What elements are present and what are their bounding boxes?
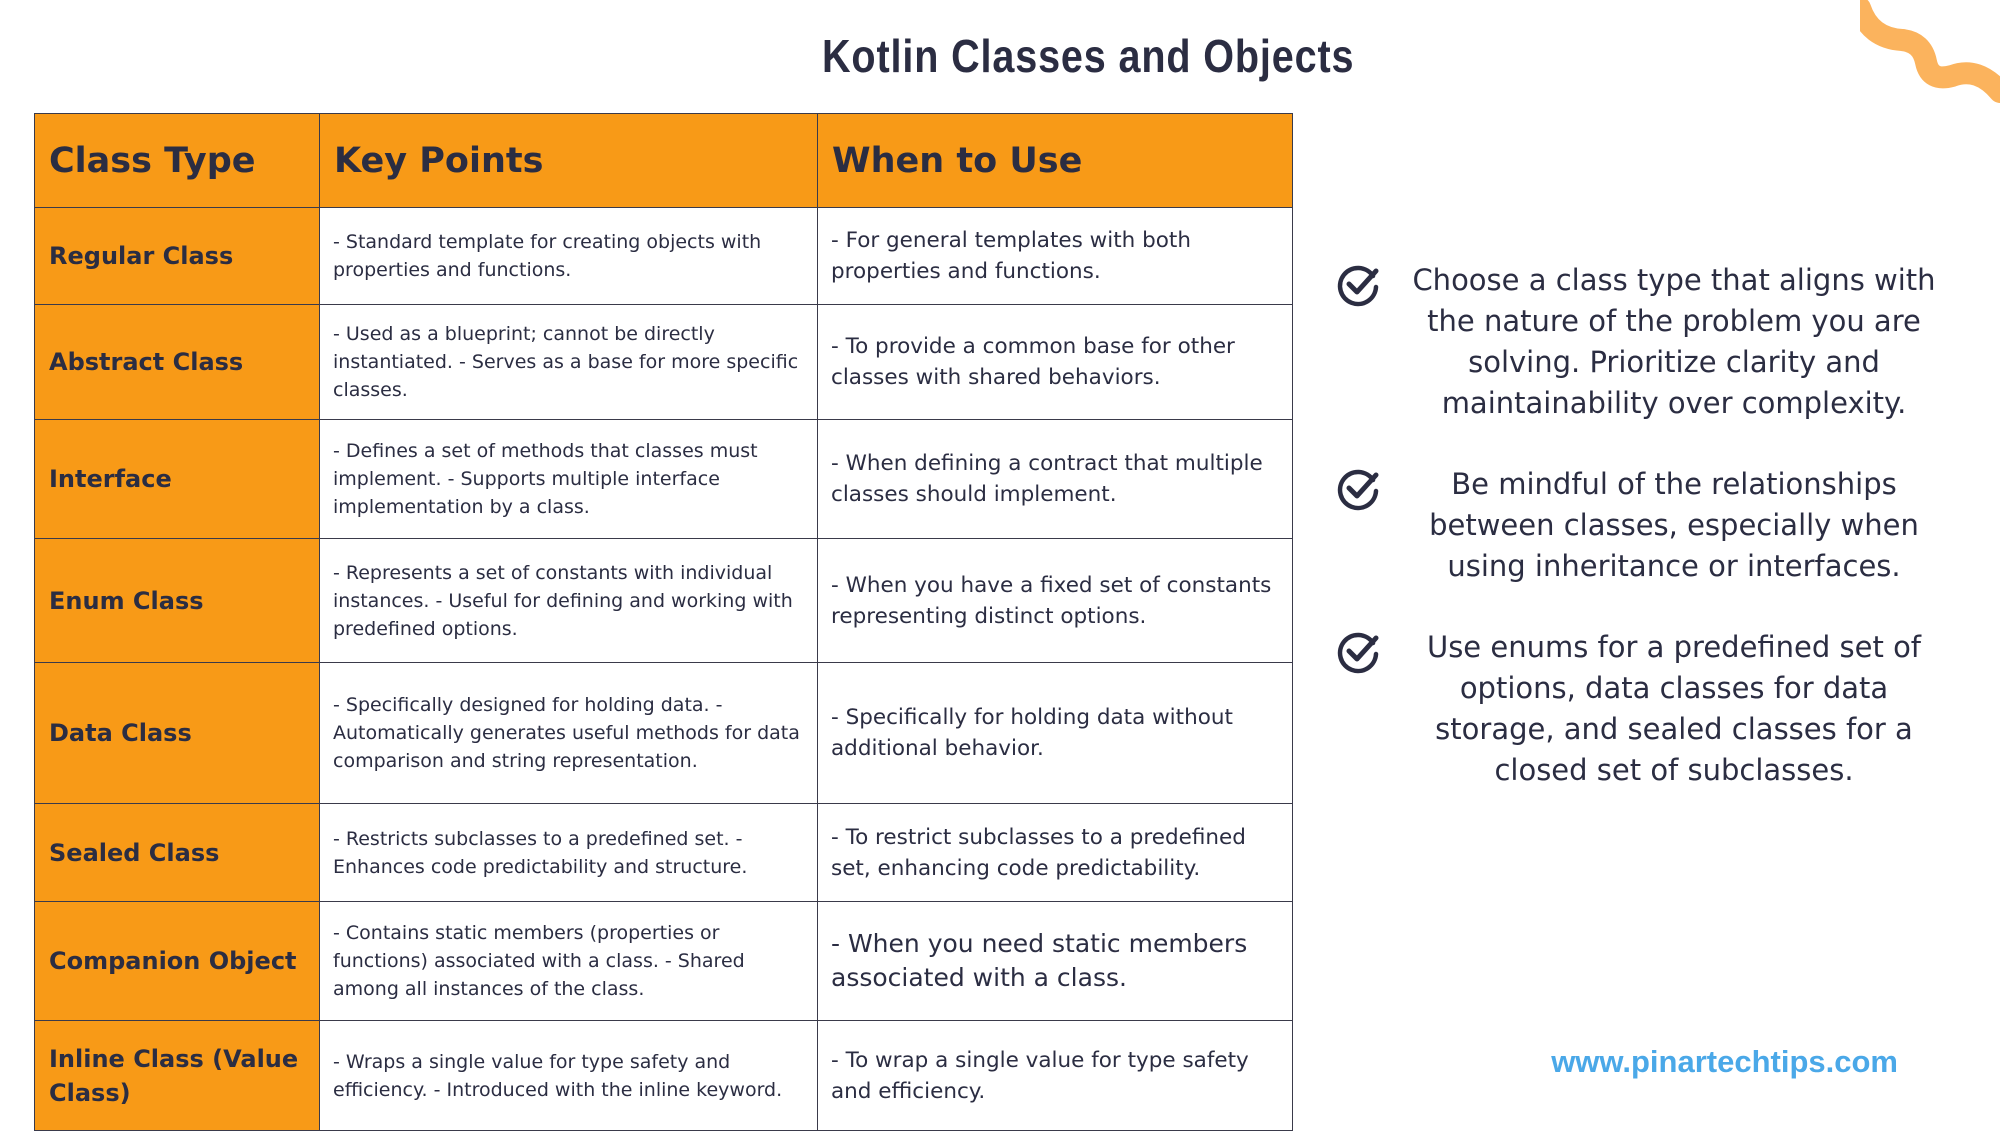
key-points-cell: - Defines a set of methods that classes must implement. - Supports multiple interface implementation by a class. <box>320 420 818 539</box>
class-type-cell: Sealed Class <box>35 804 320 902</box>
class-type-cell: Enum Class <box>35 539 320 663</box>
class-type-cell: Abstract Class <box>35 305 320 420</box>
check-circle-icon <box>1335 262 1381 308</box>
key-points-cell: - Contains static members (properties or functions) associated with a class. - Shared among all instances of the class. <box>320 902 818 1021</box>
check-circle-icon <box>1335 629 1381 675</box>
table-row <box>35 208 1293 305</box>
when-to-use-cell: - To provide a common base for other classes with shared behaviors. <box>818 305 1293 420</box>
tip-text: Be mindful of the relationships between classes, especially when using inheritance or interfaces. <box>1429 467 1919 583</box>
check-circle-icon <box>1335 466 1381 512</box>
tips-panel <box>1330 260 1950 831</box>
tip-item <box>1330 627 1950 791</box>
class-type-cell: Companion Object <box>35 902 320 1021</box>
key-points-cell: - Standard template for creating objects with properties and functions. <box>320 208 818 305</box>
class-type-cell: Regular Class <box>35 208 320 305</box>
when-to-use-cell: - For general templates with both properties and functions. <box>818 208 1293 305</box>
table-row <box>35 420 1293 539</box>
when-to-use-cell: - To restrict subclasses to a predefined set, enhancing code predictability. <box>818 804 1293 902</box>
tip-item <box>1330 464 1950 587</box>
table-row <box>35 305 1293 420</box>
class-type-cell: Inline Class (Value Class) <box>35 1021 320 1131</box>
decorative-squiggle <box>1860 0 2000 110</box>
when-to-use-cell: - When you need static members associated with a class. <box>818 902 1293 1021</box>
tip-text: Choose a class type that aligns with the nature of the problem you are solving. Prioritize clarity and maintainability over complexity. <box>1412 263 1936 420</box>
key-points-cell: - Represents a set of constants with individual instances. - Useful for defining and working with predefined options. <box>320 539 818 663</box>
when-to-use-cell: - Specifically for holding data without additional behavior. <box>818 663 1293 804</box>
table-row <box>35 1021 1293 1131</box>
when-to-use-cell: - When defining a contract that multiple classes should implement. <box>818 420 1293 539</box>
table-header-row <box>35 114 1293 208</box>
header-when-to-use: When to Use <box>818 114 1293 208</box>
header-key-points: Key Points <box>320 114 818 208</box>
key-points-cell: - Specifically designed for holding data. - Automatically generates useful methods for data comparison and string representation. <box>320 663 818 804</box>
when-to-use-cell: - When you have a fixed set of constants representing distinct options. <box>818 539 1293 663</box>
class-types-table <box>34 113 1293 1131</box>
key-points-cell: - Restricts subclasses to a predefined set. - Enhances code predictability and structure. <box>320 804 818 902</box>
key-points-cell: - Wraps a single value for type safety and efficiency. - Introduced with the inline keyword. <box>320 1021 818 1131</box>
tip-item <box>1330 260 1950 424</box>
tip-text: Use enums for a predefined set of options, data classes for data storage, and sealed classes for a closed set of subclasses. <box>1426 630 1922 787</box>
when-to-use-cell: - To wrap a single value for type safety and efficiency. <box>818 1021 1293 1131</box>
table-row <box>35 539 1293 663</box>
key-points-cell: - Used as a blueprint; cannot be directly instantiated. - Serves as a base for more specific classes. <box>320 305 818 420</box>
website-link[interactable]: www.pinartechtips.com <box>1551 1044 1898 1079</box>
header-class-type: Class Type <box>35 114 320 208</box>
class-type-cell: Data Class <box>35 663 320 804</box>
table-row <box>35 804 1293 902</box>
class-type-cell: Interface <box>35 420 320 539</box>
table-row <box>35 902 1293 1021</box>
page-title: Kotlin Classes and Objects <box>822 30 1355 82</box>
table-row <box>35 663 1293 804</box>
